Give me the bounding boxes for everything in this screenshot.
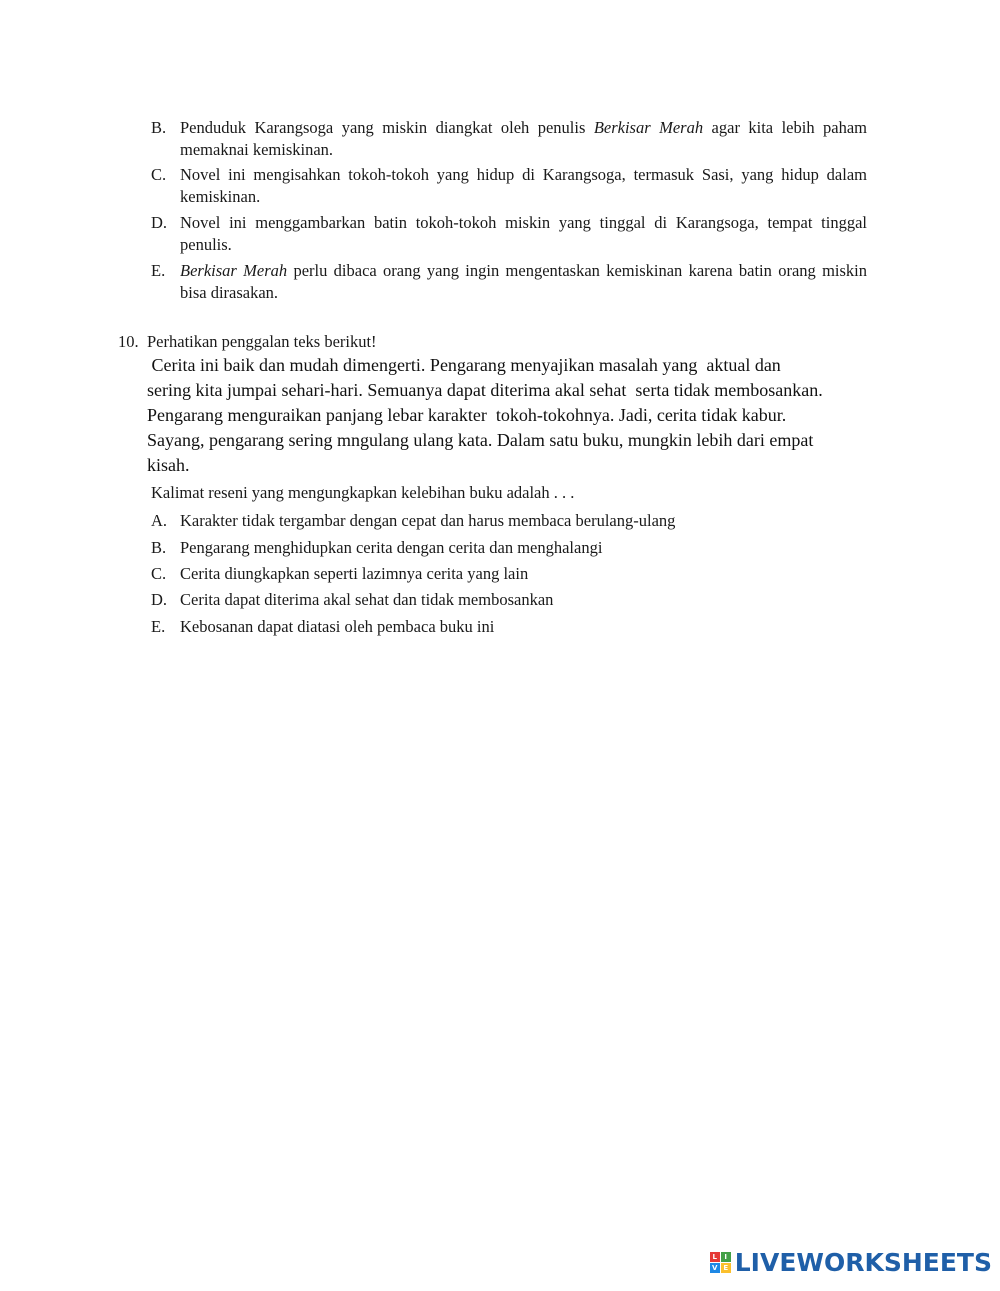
logo-text: LIVEWORKSHEETS <box>734 1248 992 1277</box>
q10-option-a[interactable] <box>151 510 867 532</box>
option-text: Karakter tidak tergambar dengan cepat dan harus membaca berulang-ulang <box>180 511 676 530</box>
option-letter: C. <box>151 564 167 583</box>
logo-mark-letter: I <box>721 1252 731 1262</box>
question-prompt: Kalimat reseni yang mengungkapkan kelebihan buku adalah . . . <box>151 483 575 502</box>
passage-line: sering kita jumpai sehari-hari. Semuanya dapat diterima akal sehat serta tidak membosankan. <box>147 380 823 400</box>
liveworksheets-logo <box>710 1248 992 1277</box>
logo-mark-icon <box>710 1252 731 1273</box>
passage-line: Pengarang menguraikan panjang lebar karakter tokoh-tokohnya. Jadi, cerita tidak kabur. <box>147 405 787 425</box>
option-letter: B. <box>151 538 167 557</box>
option-text: Cerita diungkapkan seperti lazimnya cerita yang lain <box>180 564 529 583</box>
q9-option-d <box>151 212 867 256</box>
q10-option-b[interactable] <box>151 537 867 559</box>
q9-option-c <box>151 164 867 208</box>
q9-option-e <box>151 260 867 304</box>
q10-option-c[interactable] <box>151 563 867 585</box>
option-text: Novel ini mengisahkan tokoh-tokoh yang hidup di Karangsoga, termasuk Sasi, yang hidup dalam kemiskinan. <box>180 165 867 206</box>
text-passage <box>147 353 892 478</box>
option-letter: E. <box>151 617 166 636</box>
logo-mark-letter: V <box>710 1263 720 1273</box>
option-letter: B. <box>151 118 167 137</box>
passage-line: Sayang, pengarang sering mngulang ulang kata. Dalam satu buku, mungkin lebih dari empat <box>147 430 814 450</box>
logo-mark-letter: E <box>721 1263 731 1273</box>
option-letter: C. <box>151 165 167 184</box>
question-title: Perhatikan penggalan teks berikut! <box>147 332 377 351</box>
passage-line: kisah. <box>147 455 190 475</box>
book-title: Berkisar Merah <box>593 118 704 137</box>
book-title: Berkisar Merah <box>180 261 288 280</box>
q10-option-d[interactable] <box>151 589 867 611</box>
option-text: Kebosanan dapat diatasi oleh pembaca buku ini <box>180 617 495 636</box>
option-text: Cerita dapat diterima akal sehat dan tidak membosankan <box>180 590 554 609</box>
option-text: Berkisar Merah perlu dibaca orang yang ingin mengentaskan kemiskinan karena batin orang miskin bisa dirasakan. <box>180 261 867 302</box>
q10-option-e[interactable] <box>151 616 867 638</box>
logo-mark-letter: L <box>710 1252 720 1262</box>
q9-option-b <box>151 117 867 161</box>
passage-line: Cerita ini baik dan mudah dimengerti. Pengarang menyajikan masalah yang aktual dan <box>147 355 781 375</box>
option-letter: D. <box>151 590 168 609</box>
option-letter: D. <box>151 213 168 232</box>
option-letter: E. <box>151 261 166 280</box>
option-letter: A. <box>151 511 168 530</box>
option-text: Pengarang menghidupkan cerita dengan cerita dan menghalangi <box>180 538 603 557</box>
question-number: 10. <box>118 332 139 351</box>
option-text: Novel ini menggambarkan batin tokoh-tokoh miskin yang tinggal di Karangsoga, tempat tinggal penulis. <box>180 213 867 254</box>
option-text: Penduduk Karangsoga yang miskin diangkat oleh penulis Berkisar Merah agar kita lebih paham memaknai kemiskinan. <box>180 118 867 159</box>
